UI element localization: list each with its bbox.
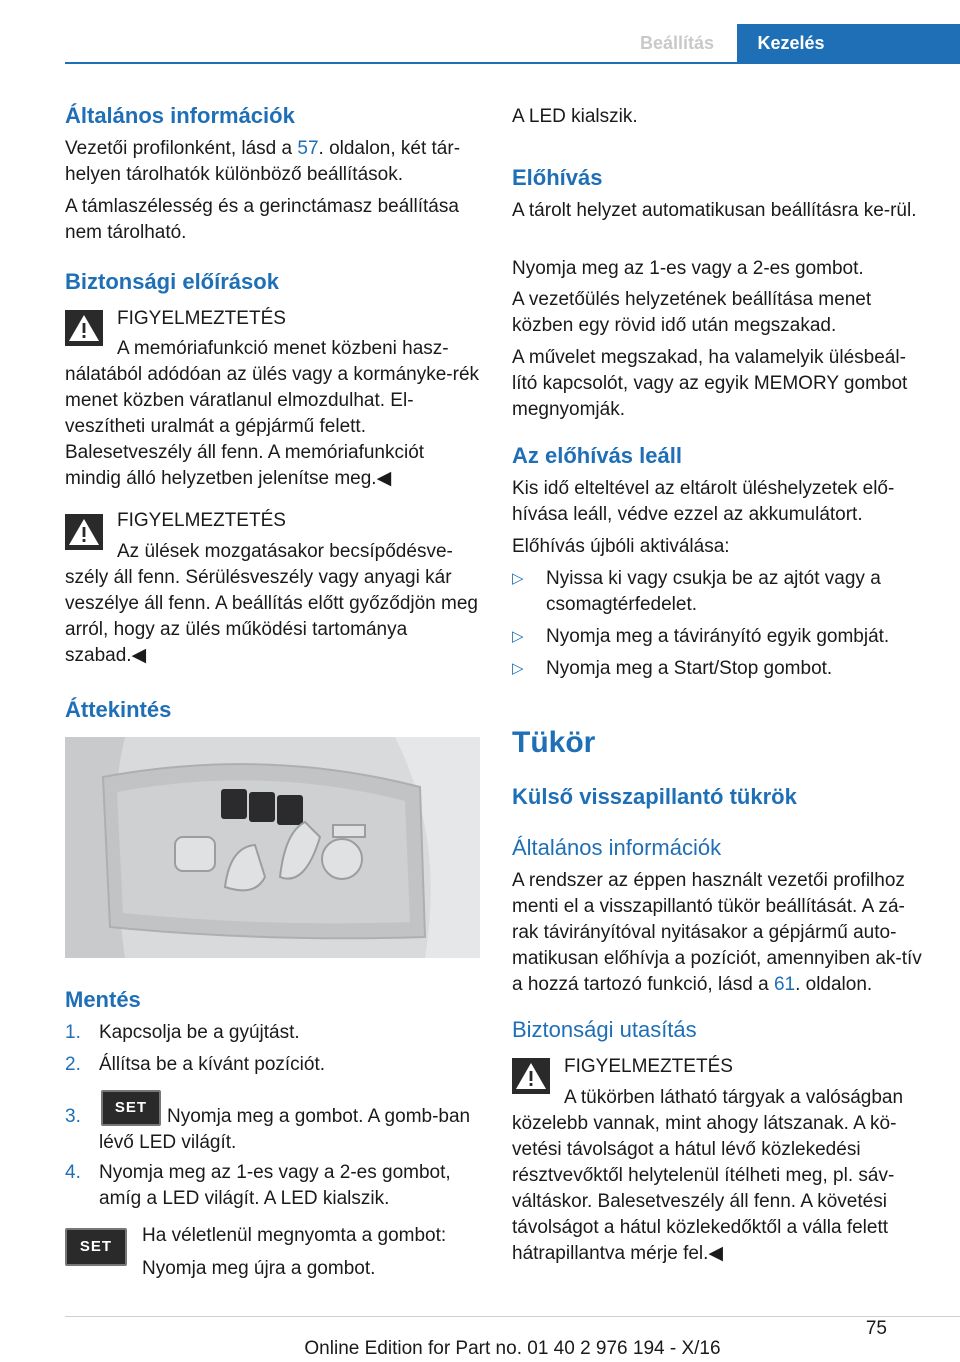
- recall-paragraph-2: Nyomja meg az 1-es vagy a 2-es gombot.: [512, 258, 864, 279]
- general-info-heading: Általános információk: [65, 103, 295, 128]
- step-number: 3.: [65, 1106, 81, 1127]
- mirror-general-text-b: . oldalon.: [795, 974, 873, 995]
- mirror-safety-heading: Biztonsági utasítás: [512, 1017, 697, 1042]
- recall-heading: Előhívás: [512, 165, 603, 190]
- mirror-heading: Tükör: [512, 726, 596, 759]
- recall-paragraph-3: A vezetőülés helyzetének beállítása menet közben egy rövid idő után megszakad.: [512, 289, 872, 336]
- exterior-mirrors-heading: Külső visszapillantó tükrök: [512, 784, 797, 809]
- note-line-2: Nyomja meg újra a gombot.: [142, 1258, 376, 1279]
- tab-kezeles-label: Kezelés: [757, 33, 825, 53]
- warning-2-text: Az ülések mozgatásakor becsípődésve-szély áll fenn. Sérülésveszély vagy anyagi kár veszélye áll fenn. A beállítás előtt győződjön meg arról, hogy az ülés működési tartománya szabad.◀: [65, 541, 478, 666]
- recall-stop-paragraph-2: Előhívás újbóli aktiválása:: [512, 536, 730, 557]
- overview-heading: Áttekintés: [65, 697, 172, 722]
- list-item-text: Nyomja meg a távirányító egyik gombját.: [546, 626, 890, 647]
- save-heading: Mentés: [65, 987, 141, 1012]
- step-text: Nyomja meg a gombot. A gomb-ban lévő LED világít.: [99, 1106, 471, 1153]
- mirror-warning-text: A tükörben látható tárgyak a valóságban közelebb vannak, mint ahogy látszanak. A kö-vetési távolságot a hátul lévő közlekedési résztvevőktől helytelenül ítélheti meg, pl. sáv-váltáskor. Balesetveszély áll fenn. A követési távolságot a hátul közlekedőktől a válla felett hátrapillantva mérje fel.◀: [512, 1087, 904, 1264]
- triangle-bullet-icon: ▷: [512, 570, 524, 587]
- step-text: Nyomja meg az 1-es vagy a 2-es gombot, amíg a LED világít. A LED kialszik.: [99, 1162, 451, 1209]
- edition-footer: Online Edition for Part no. 01 40 2 976 194 - X/16: [304, 1338, 721, 1359]
- set-button-icon: SET: [65, 1228, 127, 1266]
- seat-control-image: [65, 737, 480, 958]
- recall-stop-heading: Az előhívás leáll: [512, 443, 682, 468]
- recall-paragraph-4: A művelet megszakad, ha valamelyik ülésbeál-lító kapcsolót, vagy az egyik MEMORY gombot megnyomják.: [512, 347, 908, 420]
- mirror-general-paragraph: [512, 868, 927, 998]
- note-line-1: Ha véletlenül megnyomta a gombot:: [142, 1225, 447, 1246]
- recall-stop-paragraph-1: Kis idő elteltével az eltárolt üléshelyzetek elő-hívása leáll, védve ezzel az akkumulátort.: [512, 478, 895, 525]
- header-rule: [65, 62, 960, 64]
- page-link-57[interactable]: 57: [297, 138, 319, 159]
- mirror-general-text-a: A rendszer az éppen használt vezetői profilhoz menti el a visszapillantó tükör beállítását. A zá-rak távirányítóval nyitásakor a gépjármű auto-matikusan előhívja a pozíciót, amennyiben ak-tív a hozzá tartozó funkció, lásd a: [512, 870, 922, 995]
- led-off-text: A LED kialszik.: [512, 106, 638, 127]
- general-info-text-b: . oldalon, két tár-helyen tárolhatók különböző beállítások.: [65, 138, 461, 185]
- tab-beallitas[interactable]: Beállítás: [639, 33, 715, 53]
- warning-1-text: A memóriafunkció menet közbeni hasz-nálatából adódóan az ülés vagy a kormányke-rék menet közben váratlanul elmozdulhat. El-veszítheti uralmát a gépjármű felett. Balesetveszély áll fenn. A memóriafunkciót mindig álló helyzetben jelenítse meg.◀: [65, 338, 480, 489]
- set-button-icon: SET: [101, 1090, 161, 1126]
- step-number: 4.: [65, 1162, 81, 1183]
- step-number: 2.: [65, 1054, 81, 1075]
- general-info-text-a: Vezetői profilonként, lásd a: [65, 138, 298, 159]
- general-info-paragraph-2: A támlaszélesség és a gerinctámasz beállítása nem tárolható.: [65, 196, 459, 243]
- recall-paragraph-1: A tárolt helyzet automatikusan beállításra ke-rül.: [512, 200, 917, 221]
- general-info-paragraph-1: [65, 136, 480, 188]
- tab-kezeles[interactable]: [737, 24, 960, 62]
- step-number: 1.: [65, 1022, 81, 1043]
- mirror-general-heading: Általános információk: [512, 835, 722, 860]
- warning-1-label: FIGYELMEZTETÉS: [117, 308, 286, 329]
- list-item-text: Nyomja meg a Start/Stop gombot.: [546, 658, 833, 679]
- list-item-text: Nyissa ki vagy csukja be az ajtót vagy a csomagtérfedelet.: [546, 568, 881, 615]
- page-link-61[interactable]: 61: [773, 974, 796, 995]
- warning-2-label: FIGYELMEZTETÉS: [117, 510, 286, 531]
- step-text: Állítsa be a kívánt pozíciót.: [99, 1054, 326, 1075]
- footer-rule: [65, 1316, 960, 1317]
- step-text: Kapcsolja be a gyújtást.: [99, 1022, 300, 1043]
- triangle-bullet-icon: ▷: [512, 660, 524, 677]
- mirror-warning-label: FIGYELMEZTETÉS: [564, 1056, 733, 1077]
- page-number: 75: [865, 1318, 887, 1339]
- safety-heading: Biztonsági előírások: [65, 269, 279, 294]
- triangle-bullet-icon: ▷: [512, 628, 524, 645]
